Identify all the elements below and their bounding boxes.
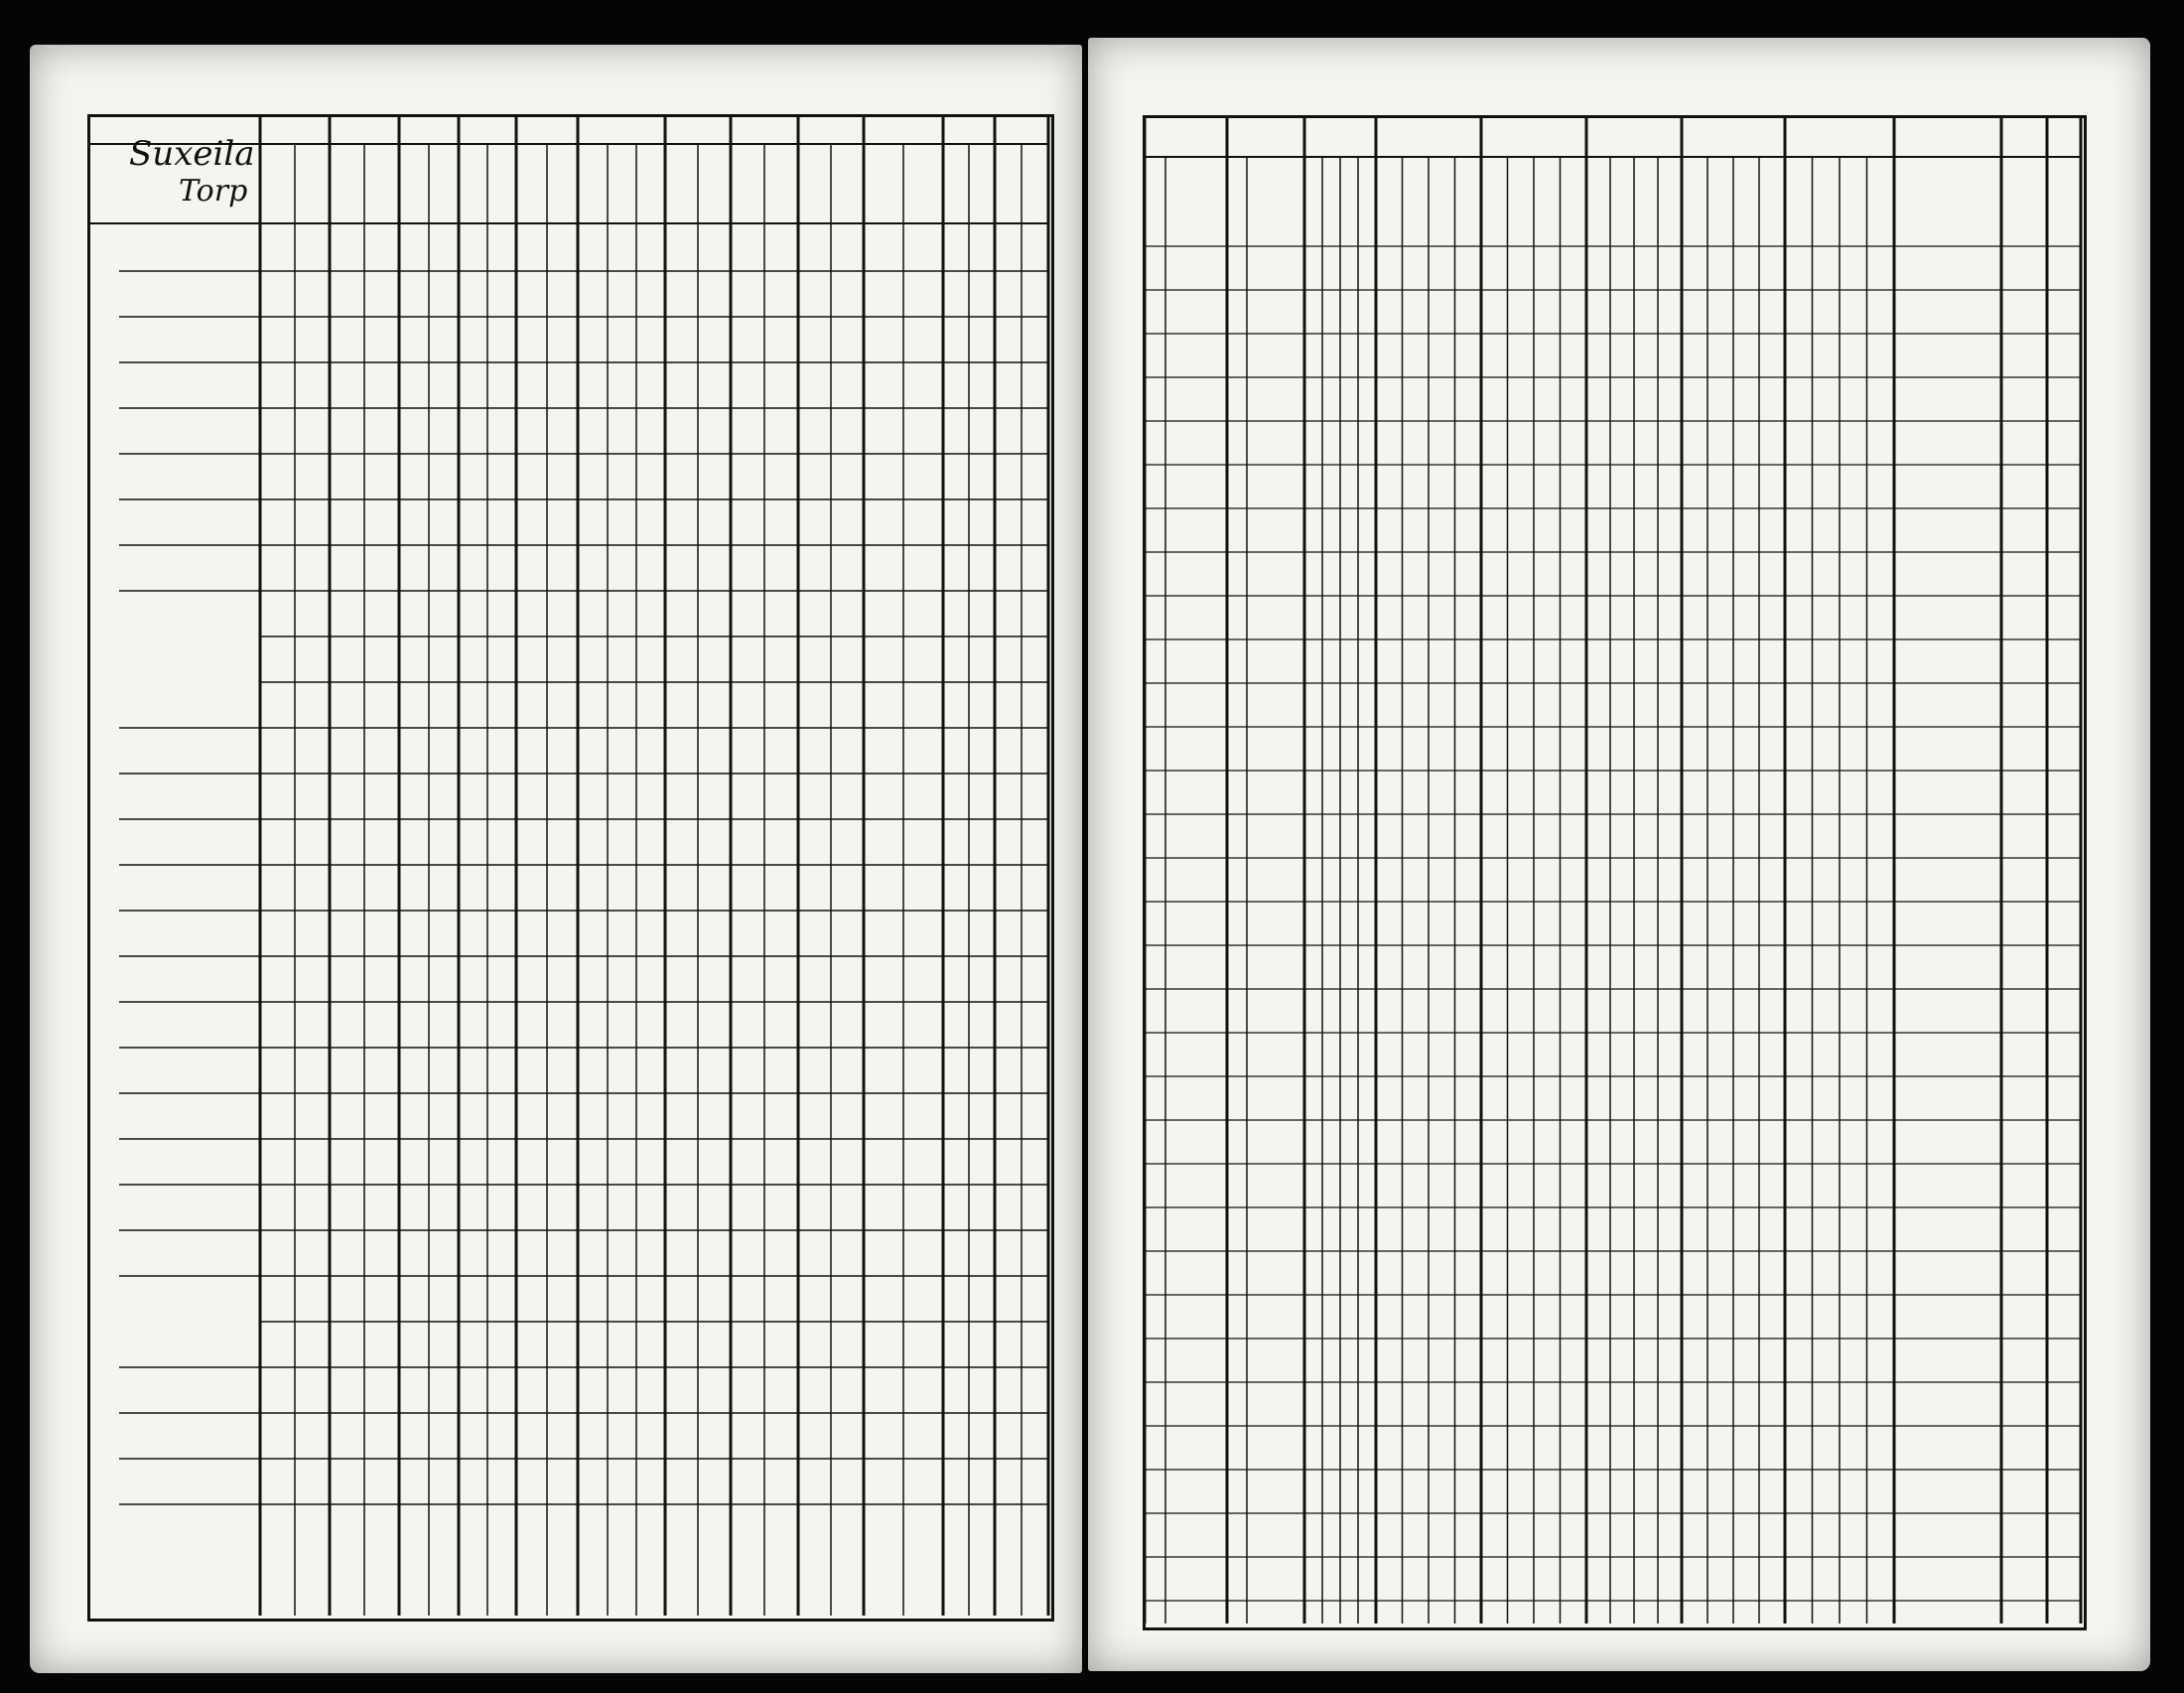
left-page (30, 45, 1082, 1673)
right-grid-lines (1088, 38, 2150, 1671)
parish-subtitle: Torp (179, 174, 248, 209)
left-grid-lines (30, 45, 1082, 1673)
parish-title: Suxeila (129, 134, 255, 174)
right-page (1088, 38, 2150, 1671)
